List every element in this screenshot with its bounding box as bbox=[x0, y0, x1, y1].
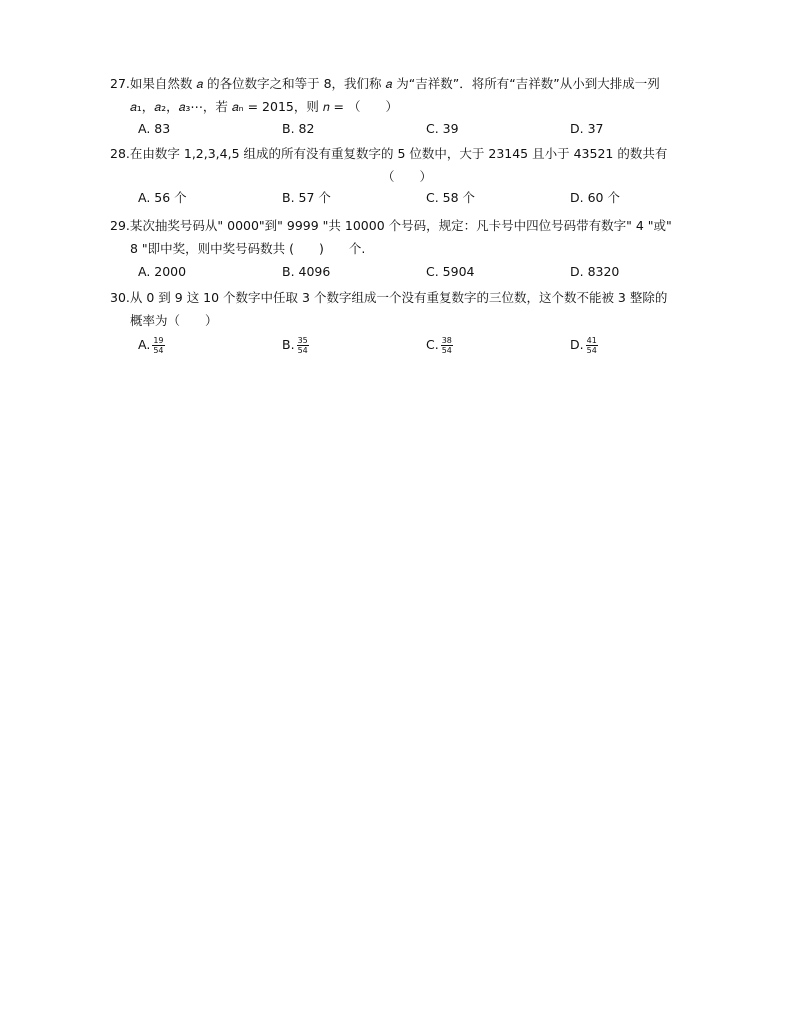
option-b[interactable]: B. 57 个 bbox=[282, 190, 331, 205]
question-30-line-1 bbox=[110, 290, 667, 306]
fraction bbox=[297, 336, 309, 355]
question-28-line-2 bbox=[382, 169, 432, 185]
option-c[interactable] bbox=[426, 336, 453, 355]
question-29-line-1 bbox=[110, 218, 672, 234]
question-27-line-2 bbox=[130, 99, 398, 115]
option-letter: C. bbox=[426, 337, 439, 352]
question-text: 在由数字 1,2,3,4,5 组成的所有没有重复数字的 5 位数中，大于 23145 且小于 43521 的数共有 bbox=[129, 146, 668, 161]
fraction-numerator: 19 bbox=[153, 336, 164, 345]
question-text: 如果自然数 𝑎 的各位数字之和等于 8，我们称 𝑎 为“吉祥数”．将所有“吉祥数”从小到大排成一列 bbox=[129, 76, 660, 91]
question-30-line-2 bbox=[130, 313, 218, 329]
question-number: 27. bbox=[110, 76, 130, 91]
question-29-line-2 bbox=[130, 241, 365, 257]
fraction-numerator: 35 bbox=[297, 336, 308, 345]
question-text: （ ） bbox=[382, 169, 433, 184]
fraction-denominator: 54 bbox=[153, 346, 164, 355]
option-c[interactable]: C. 58 个 bbox=[426, 190, 476, 205]
question-number: 28. bbox=[110, 146, 130, 161]
question-text: 8 "即中奖，则中奖号码数共 ( ) 个. bbox=[130, 241, 366, 256]
question-number: 29. bbox=[110, 218, 130, 233]
question-number: 30. bbox=[110, 290, 130, 305]
option-letter: B. bbox=[282, 337, 295, 352]
option-a[interactable]: A. 83 bbox=[138, 121, 171, 136]
option-d[interactable]: D. 60 个 bbox=[570, 190, 620, 205]
option-letter: A. bbox=[138, 337, 151, 352]
option-a[interactable]: A. 2000 bbox=[138, 264, 187, 279]
question-29-options bbox=[138, 263, 698, 283]
question-text: 概率为（ ） bbox=[130, 313, 218, 328]
option-a[interactable]: A. 56 个 bbox=[138, 190, 187, 205]
option-d[interactable]: D. 8320 bbox=[570, 264, 620, 279]
question-28-line-1 bbox=[110, 146, 667, 162]
question-text: 某次抽奖号码从" 0000"到" 9999 "共 10000 个号码，规定：凡卡号中四位号码带有数字" 4 "或" bbox=[129, 218, 672, 233]
question-28-options bbox=[138, 189, 698, 209]
option-d[interactable]: D. 37 bbox=[570, 121, 604, 136]
option-c[interactable]: C. 39 bbox=[426, 121, 459, 136]
option-c[interactable]: C. 5904 bbox=[426, 264, 475, 279]
fraction-denominator: 54 bbox=[586, 346, 597, 355]
option-b[interactable] bbox=[282, 336, 309, 355]
fraction bbox=[152, 336, 164, 355]
fraction bbox=[441, 336, 453, 355]
option-b[interactable]: B. 4096 bbox=[282, 264, 331, 279]
fraction-numerator: 38 bbox=[441, 336, 452, 345]
option-a[interactable] bbox=[138, 336, 165, 355]
option-d[interactable] bbox=[570, 336, 598, 355]
fraction bbox=[586, 336, 598, 355]
option-letter: D. bbox=[570, 337, 584, 352]
fraction-denominator: 54 bbox=[441, 346, 452, 355]
fraction-denominator: 54 bbox=[297, 346, 308, 355]
question-27-options bbox=[138, 120, 698, 140]
question-27-line-1 bbox=[110, 76, 660, 92]
question-text: 从 0 到 9 这 10 个数字中任取 3 个数字组成一个没有重复数字的三位数，这个数不能被 3 整除的 bbox=[129, 290, 668, 305]
question-30-options bbox=[138, 336, 698, 356]
question-text: 𝑎₁，𝑎₂，𝑎₃⋯，若 𝑎ₙ = 2015，则 𝑛 = （ ） bbox=[130, 99, 398, 114]
option-b[interactable]: B. 82 bbox=[282, 121, 315, 136]
fraction-numerator: 41 bbox=[586, 336, 597, 345]
